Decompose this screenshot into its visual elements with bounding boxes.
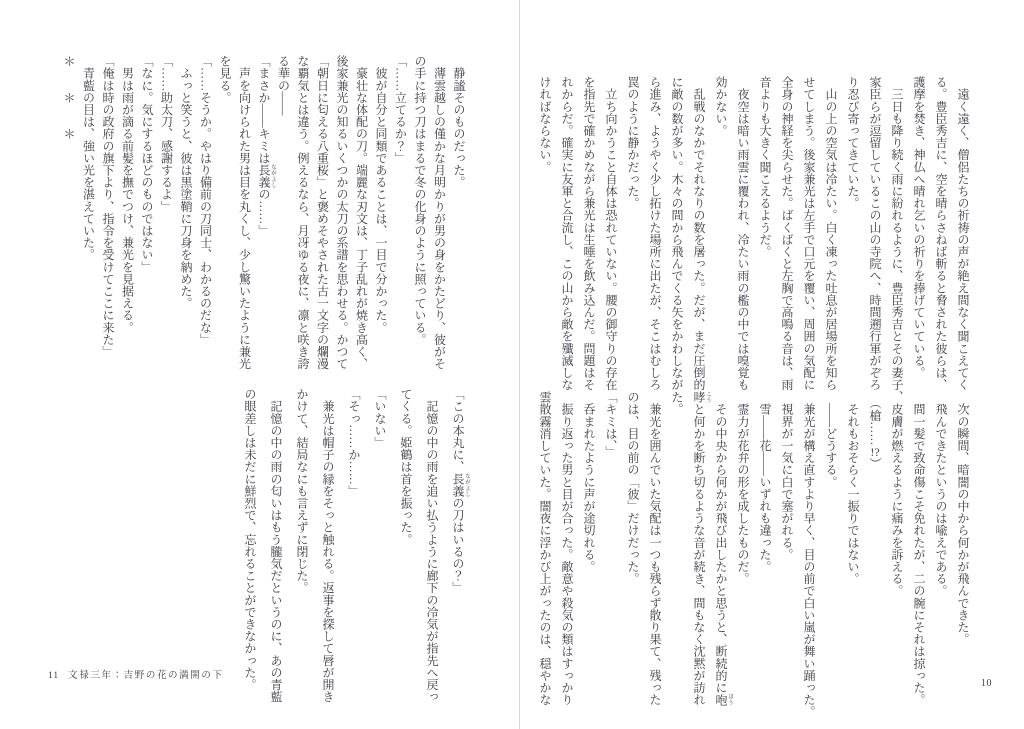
page-11-footer	[48, 667, 224, 681]
chapter-title: 文禄三年：吉野の花の満開の下	[68, 671, 224, 681]
page-10-upper-text-block: 遠く遠く、僧侶たちの祈祷の声が絶え間なく聞こえてく る。豊臣秀吉に、空を晴らさねば斬ると脅された彼らは、 護摩を焚き、神仏へ晴れ乞いの祈りを捧げていている。 三日も降り続く雨に紛れるように、豊臣秀吉とその妻子、 家臣らが逗留しているこの山の寺院へ、時間遡行軍がぞろ り忍び寄ってきていた。 山の上の空気は冷たい。白く凍った吐息が居場所を知ら せてしまう。後家兼光は左手で口元を覆い、周囲の気配に 全身の神経を尖らせた。ばくばくと左胸で高鳴る音は、雨 音よりも大きく聞こえるようだ。 夜空は暗い雨雲に覆われ、冷たい雨の檻の中では嗅覚も 効かない。 乱戦のなかでそれなりの数を屠った。だが、まだ圧倒的 に敵の数が多い。木々の間から飛んでくる矢をかわしなが ら進み、ようやく少し拓けた場所に出たが、そこはむしろ 罠のように静かだった。 立ち向かうこと自体は恐れていない。腰の御守りの存在 を指先で確かめながら兼光は生唾を飲み込んだ。問題はそ れからだ。確実に友軍と合流し、この山から敵を殲滅しな ければならない。	[538, 76, 970, 403]
page-10	[520, 0, 1024, 729]
page-10-page-number: 10	[981, 678, 992, 689]
page-10-lower-text-block: 次の瞬間、暗闇の中から何かが飛んできた。 飛んできたというのは喩えである。 間一髪で致命傷こそ免れたが、二の腕にそれは掠った。 皮膚が燃えるように痛みを訴える。 （槍……!?） それもおそらく一振りではない。 ――どうする。 兼光が構え直すより早く、目の前で白い嵐が舞い踊った。 視界が一気に白で塞がれる。 雪――花――いずれも違った。 霊力が花弁の形を成したものだ。 その中央から何かが飛び出したかと思うと、断続的に咆 ほう 哮 こうと何かを断ち切るような音が続き、間もなく沈黙が訪れ た。 兼光を囲んでいた気配は一つも残らず散り果て、残った のは、目の前の「彼」だけだった。 「キミは、」 呑まれたように声が途切れる。 振り返った男と目が合った。敵意や殺気の類はすっかり 雲散霧消していた。闇夜に浮かび上がったのは、穏やかな	[538, 391, 970, 718]
page-11-page-number: 11	[48, 671, 60, 681]
page-11-lower-text-block: 「この本丸に、長義 ながよしの刀はいるの？」 記憶の中の雨を追い払うように廊下の冷気が指先へ戻っ てくる。姫鶴は首を振った。 「いない」 「そっ……か……」 兼光は帽子の縁をそっと触れる。返事を探して唇が開き かけて、結局なにも言えずに閉じた。 記憶の中の雨の匂いはもう朧気だというのに、あの青藍 の眼差しは未だに鮮烈で、忘れることができなかった。	[243, 388, 470, 703]
page-11-upper-text-block: 静謐そのものだった。 薄雲越しの僅かな月明かりが男の身をかたどり、彼がそ の手に持つ刀はまるで冬の化身のように照っている。 「……立てるか？」 彼が自分と同類であることは、一目で分かった。 豪壮な体配の刀。端麗な刃文は、丁子乱れが焼き高く、 後家兼光の知るいくつかの太刀の系譜を思わせる。かつて 「朝日に匂える八重桜」と褒めそやされた古一文字の爛漫 な覇気とは違う。例えるなら、月冴ゆる夜に、凛と咲き誇 る華の―― 「まさか――キミは長義 ながよしの……」 声を向けられた男は目を丸くし、少し驚いたように兼光 を見る。 「……そうか。やはり備前の刀同士、わかるのだな」 ふっと笑うと、彼は黒塗鞘に刀身を納めた。 「……助太刀、感謝するよ」 「なに。気にするほどのものではない」 男は雨が滴る前髪を撫でつけ、兼光を見据える。 「俺は時の政府の旗下より、指令を受けてここに来た」 青藍の目は、強い光を湛えていた。 ＊ ＊ ＊	[62, 55, 466, 370]
